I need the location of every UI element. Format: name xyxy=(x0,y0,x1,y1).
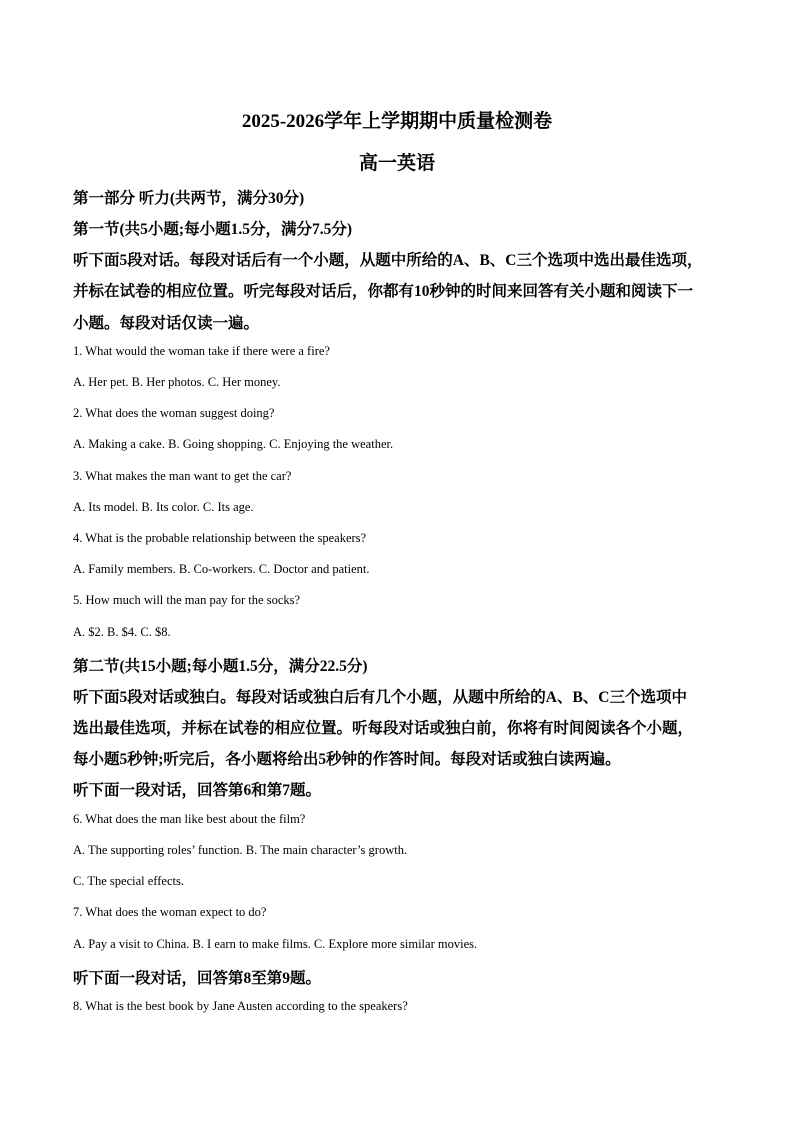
section1-instruction-line: 小题。每段对话仅读一遍。 xyxy=(73,315,260,332)
question-6: 6. What does the man like best about the film? xyxy=(73,812,306,826)
dialog-2-intro: 听下面一段对话，回答第8至第9题。 xyxy=(73,970,322,987)
question-5-options: A. $2. B. $4. C. $8. xyxy=(73,625,171,639)
question-1-options: A. Her pet. B. Her photos. C. Her money. xyxy=(73,375,281,389)
section2-instruction-line: 听下面5段对话或独白。每段对话或独白后有几个小题，从题中所给的A、B、C三个选项中 xyxy=(73,689,687,706)
question-4: 4. What is the probable relationship between the speakers? xyxy=(73,531,367,545)
section2-heading: 第二节(共15小题;每小题1.5分，满分22.5分) xyxy=(73,658,368,675)
exam-subject: 高一英语 xyxy=(358,153,435,174)
section1-instruction-line: 听下面5段对话。每段对话后有一个小题，从题中所给的A、B、C三个选项中选出最佳选项， xyxy=(73,252,703,269)
section2-instruction-line: 选出最佳选项，并标在试卷的相应位置。听每段对话或独白前，你将有时间阅读各个小题， xyxy=(73,720,694,737)
question-2: 2. What does the woman suggest doing? xyxy=(73,406,275,420)
section1-heading: 第一节(共5小题;每小题1.5分，满分7.5分) xyxy=(73,221,352,238)
question-7-options: A. Pay a visit to China. B. I earn to make films. C. Explore more similar movies. xyxy=(73,937,478,951)
question-8: 8. What is the best book by Jane Austen according to the speakers? xyxy=(73,999,408,1013)
question-6-options-continued: C. The special effects. xyxy=(73,874,184,888)
question-2-options: A. Making a cake. B. Going shopping. C. Enjoying the weather. xyxy=(73,437,394,451)
dialog-1-intro: 听下面一段对话，回答第6和第7题。 xyxy=(73,782,322,799)
part1-heading: 第一部分 听力(共两节，满分30分) xyxy=(73,190,305,207)
question-7: 7. What does the woman expect to do? xyxy=(73,905,267,919)
question-6-options: A. The supporting roles’ function. B. The main character’s growth. xyxy=(73,843,408,857)
question-5: 5. How much will the man pay for the socks? xyxy=(73,593,301,607)
section1-instruction-line: 并标在试卷的相应位置。听完每段对话后，你都有10秒钟的时间来回答有关小题和阅读下一 xyxy=(73,283,694,300)
question-3-options: A. Its model. B. Its color. C. Its age. xyxy=(73,500,254,514)
question-1: 1. What would the woman take if there were a fire? xyxy=(73,344,330,358)
question-4-options: A. Family members. B. Co-workers. C. Doctor and patient. xyxy=(73,562,370,576)
exam-title: 2025-2026学年上学期期中质量检测卷 xyxy=(241,111,553,132)
question-3: 3. What makes the man want to get the car? xyxy=(73,469,292,483)
section2-instruction-line: 每小题5秒钟;听完后，各小题将给出5秒钟的作答时间。每段对话或独白读两遍。 xyxy=(73,751,621,768)
